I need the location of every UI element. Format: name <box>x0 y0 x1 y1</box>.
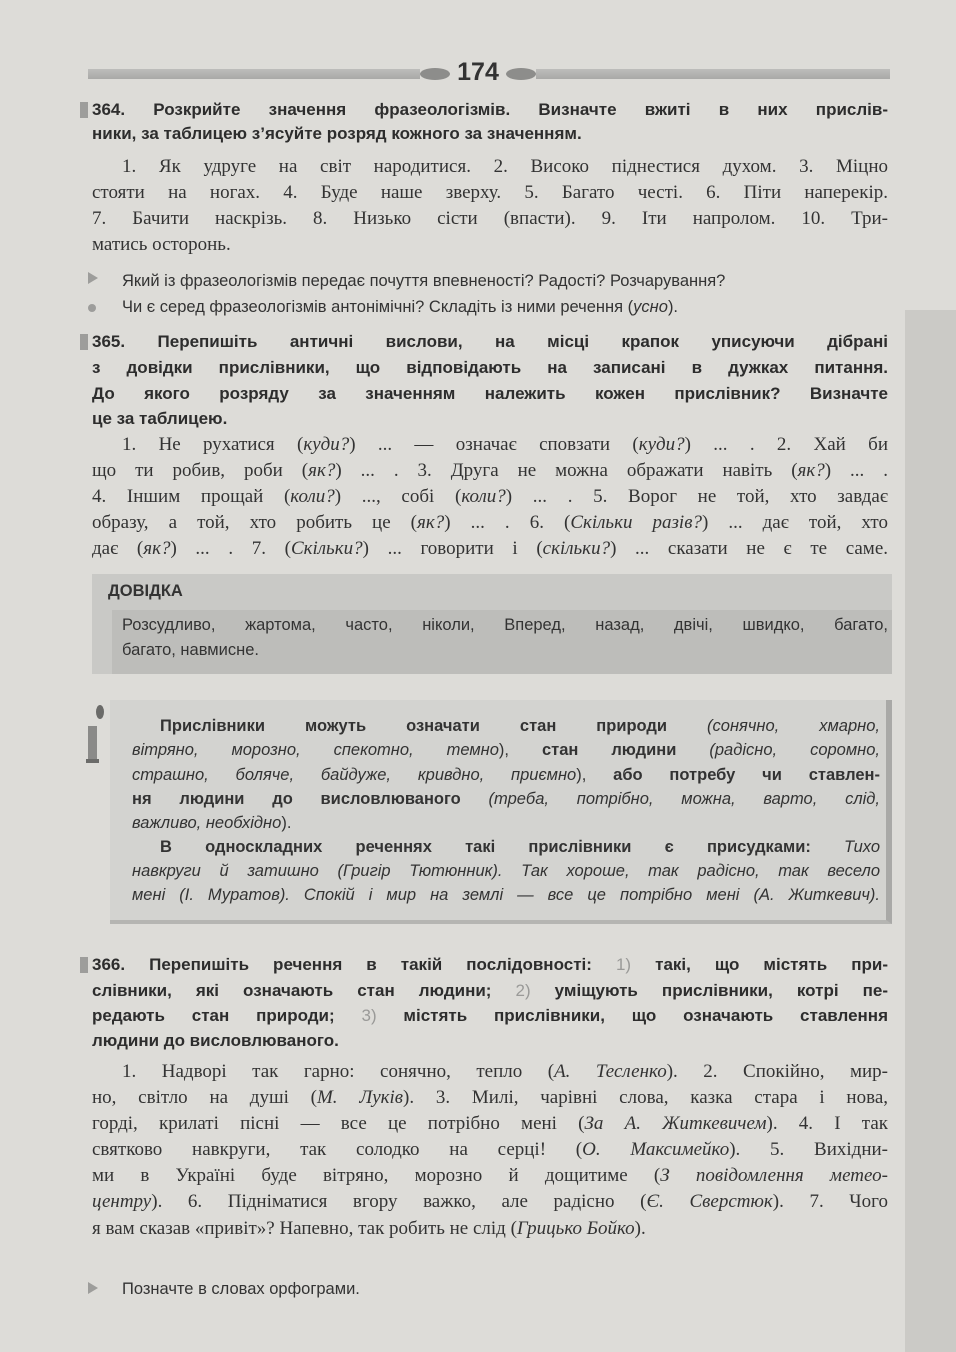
italic-text: За А. Житкевичем <box>584 1113 767 1134</box>
text-segment: 1. Не рухатися ( <box>122 434 304 455</box>
bold-text: це за таблицею. <box>92 409 228 428</box>
text-segment: 1. Як удруге на світ народитися. 2. Високо піднестися духом. 3. Міцно <box>122 156 888 177</box>
task-heading-line <box>92 358 888 378</box>
info-text-line <box>132 814 880 833</box>
page-number-text: 174 <box>457 58 499 86</box>
bold-text: або потребу чи ставлен- <box>613 766 880 784</box>
text-segment: ) ... . <box>824 460 889 481</box>
text-segment: Розсудливо, жартома, часто, ніколи, Вперед, назад, двічі, швидко, багато, <box>122 616 888 634</box>
italic-text: важливо, необхідно <box>132 814 282 832</box>
italic-text: вітряно, морозно, спекотно, темно <box>132 741 499 759</box>
exercise-text-line <box>122 1061 888 1083</box>
text-segment: ми в Україні буде вітряно, морозно й дощитиме ( <box>92 1165 661 1186</box>
text-segment: Чи є серед фразеологізмів антонімічні? Складіть із ними речення ( <box>122 298 634 316</box>
exercise-text-line <box>92 1191 888 1213</box>
bold-text: слівники, які означають стан людини; <box>92 981 516 1000</box>
swirl-right-icon <box>506 68 536 80</box>
italic-text: (треба, потрібно, можна, варто, слід, <box>488 790 880 808</box>
question-text-line <box>122 298 888 317</box>
italic-text: навкруги й затишно (Григір Тютюнник). Так хороше, так радісно, так весело <box>132 862 880 880</box>
bold-text: До якого розряду за значенням належить кожен прислівник? Визначте <box>92 384 888 403</box>
text-segment: ) ... . 2. Хай би <box>684 434 888 455</box>
italic-text: скільки? <box>542 538 611 559</box>
italic-text: коли? <box>461 486 506 507</box>
text-segment: ) ... говорити і ( <box>362 538 543 559</box>
info-text-line <box>132 886 880 905</box>
text-segment: стояти на ногах. 4. Буде наше зверху. 5. Багато честі. 6. Піти наперекір. <box>92 182 888 203</box>
italic-text: як? <box>308 460 336 481</box>
info-text-line <box>132 790 880 809</box>
bold-text: уміщують прислівники, котрі пе- <box>530 981 888 1000</box>
bold-text: Прислівники можуть означати стан природи <box>160 717 708 735</box>
text-segment: святково навкруги, так солодко на серці! ( <box>92 1139 583 1160</box>
italic-text: (сонячно, хмарно, <box>707 717 880 735</box>
info-text-line <box>132 862 880 881</box>
text-segment: ). 7. Чого <box>772 1191 888 1212</box>
list-number: 2) <box>515 981 531 1000</box>
dovidka-text-line <box>122 616 888 635</box>
list-number: 1) <box>615 955 632 974</box>
dovidka-title: ДОВІДКА <box>108 582 183 600</box>
text-segment: ). <box>634 1218 646 1239</box>
text-segment: 4. Іншим прощай ( <box>92 486 291 507</box>
task-heading-line <box>92 384 888 404</box>
text-segment: ) ... — означає сповзати ( <box>349 434 639 455</box>
page-edge-shadow <box>905 310 956 1352</box>
exercise-text-line <box>92 460 888 482</box>
text-segment: дає ( <box>92 538 144 559</box>
exercise-text-line <box>92 1113 888 1135</box>
exercise-text-line <box>92 1165 888 1187</box>
exercise-marker <box>80 102 88 118</box>
exercise-text-line <box>92 512 888 534</box>
text-segment: матись осторонь. <box>92 234 231 255</box>
text-segment: ) ... сказати не є те саме. <box>610 538 889 559</box>
italic-text: О. Максимейко <box>582 1139 730 1160</box>
text-segment: я вам сказав «привіт»? Напевно, так робить не слід ( <box>92 1218 517 1239</box>
text-segment: ), <box>498 741 542 759</box>
text-segment: ) ... . 7. ( <box>170 538 291 559</box>
italic-text: М. Луків <box>316 1087 404 1108</box>
task-heading-line <box>92 100 888 120</box>
text-segment: ) ..., собі ( <box>334 486 462 507</box>
info-text-line <box>132 766 880 785</box>
info-text-line <box>132 741 880 760</box>
text-segment: Який із фразеологізмів передає почуття впевненості? Радості? Розчарування? <box>122 272 726 290</box>
text-segment: ). 4. І так <box>766 1113 888 1134</box>
italic-text: Скільки? <box>290 538 363 559</box>
text-segment: ). <box>281 814 292 832</box>
text-segment: образу, а той, хто робить це ( <box>92 512 418 533</box>
bold-text: стан людини <box>541 741 710 759</box>
page-number <box>420 58 536 92</box>
bold-text: 364. Розкрийте значення фразеологізмів. Визначте вжиті в них прислів- <box>92 100 888 119</box>
italic-text: як? <box>797 460 825 481</box>
exercise-marker <box>80 957 88 973</box>
italic-text: страшно, боляче, байдуже, кривдно, приємно <box>132 766 577 784</box>
task-heading-line <box>92 409 888 429</box>
exercise-text-line <box>92 1139 888 1161</box>
italic-text: Скільки разів? <box>570 512 702 533</box>
italic-text: З повідомлення метео- <box>660 1165 888 1186</box>
italic-text: коли? <box>290 486 335 507</box>
bold-text: ня людини до висловлюваного <box>132 790 489 808</box>
italic-text: як? <box>143 538 171 559</box>
text-segment: ). 2. Спокійно, мир- <box>666 1061 888 1082</box>
list-number: 3) <box>361 1006 377 1025</box>
italic-text: куди? <box>303 434 350 455</box>
text-segment: що ти робив, роби ( <box>92 460 309 481</box>
task-heading-line <box>92 981 888 1001</box>
text-segment: 7. Бачити наскрізь. 8. Низько сісти (впасти). 9. Іти напролом. 10. Три- <box>92 208 888 229</box>
bold-text: з довідки прислівники, що відповідають на записані в дужках питання. <box>92 358 888 377</box>
bold-text: редають стан природи; <box>92 1006 362 1025</box>
text-segment: но, світло на душі ( <box>92 1087 317 1108</box>
italic-text: усно <box>633 298 668 316</box>
info-icon <box>84 704 108 764</box>
text-segment: 1. Надворі так гарно: сонячно, тепло ( <box>122 1061 555 1082</box>
info-text-line <box>160 838 880 857</box>
text-segment: ), <box>576 766 614 784</box>
exercise-text-line <box>92 208 888 230</box>
bold-text: ники, за таблицею з’ясуйте розряд кожного за значенням. <box>92 124 582 143</box>
text-segment: ) ... дає той, хто <box>701 512 888 533</box>
italic-text: (радісно, соромно, <box>709 741 880 759</box>
exercise-text-line <box>122 156 888 178</box>
text-segment: ). <box>667 298 679 316</box>
italic-text: Є. Сверстюк <box>646 1191 773 1212</box>
italic-text: Грицько Бойко <box>516 1218 635 1239</box>
exercise-marker <box>80 334 88 350</box>
text-segment: ) ... . 5. Ворог не той, хто завдає <box>505 486 888 507</box>
task-heading-line <box>92 332 888 352</box>
exercise-text-line <box>92 234 888 256</box>
bold-text: В односкладних реченнях такі прислівники є присудками: <box>160 838 845 856</box>
bold-text: містять прислівники, що означають ставлення <box>376 1006 888 1025</box>
exercise-text-line <box>122 434 888 456</box>
question-arrow-icon <box>86 1282 98 1294</box>
bold-text: такі, що містять при- <box>631 955 889 974</box>
dovidka-text-line <box>122 641 888 660</box>
text-segment: Позначте в словах орфограми. <box>122 1280 360 1298</box>
italic-text: центру <box>92 1191 152 1212</box>
italic-text: куди? <box>638 434 685 455</box>
question-text-line <box>122 272 888 291</box>
bold-text: людини до висловлюваного. <box>92 1031 339 1050</box>
italic-text: мені (І. Муратов). Спокій і мир на землі — все це потрібно мені (А. Житкевич). <box>132 886 880 904</box>
text-segment: ). 5. Вихідни- <box>729 1139 888 1160</box>
text-segment: ). 3. Милі, чарівні слова, казка стара і нова, <box>403 1087 888 1108</box>
text-segment: ). 6. Підніматися вгору важко, але радісно ( <box>151 1191 647 1212</box>
exercise-text-line <box>92 182 888 204</box>
bullet-icon <box>86 302 98 314</box>
text-segment: багато, навмисне. <box>122 641 259 659</box>
bold-text: 365. Перепишіть античні вислови, на місці крапок уписуючи дібрані <box>92 332 888 351</box>
text-segment: ) ... . 6. ( <box>444 512 571 533</box>
italic-text: як? <box>417 512 445 533</box>
exercise-text-line <box>92 538 888 560</box>
question-arrow-icon <box>86 272 98 284</box>
bold-text: 366. Перепишіть речення в такій послідовності: <box>92 955 616 974</box>
exercise-text-line <box>92 1087 888 1109</box>
exercise-text-line <box>92 1218 888 1240</box>
exercise-text-line <box>92 486 888 508</box>
task-heading-line <box>92 955 888 975</box>
text-segment: горді, крилаті пісні — все це потрібно мені ( <box>92 1113 585 1134</box>
info-text-line <box>160 717 880 736</box>
task-heading-line <box>92 124 888 144</box>
task-heading-line <box>92 1006 888 1026</box>
task-heading-line <box>92 1031 888 1051</box>
italic-text: А. Тесленко <box>554 1061 667 1082</box>
text-segment: ) ... . 3. Друга не можна ображати навіть ( <box>335 460 798 481</box>
italic-text: Тихо <box>844 838 880 856</box>
swirl-left-icon <box>420 68 450 80</box>
question-text-line <box>122 1280 888 1299</box>
